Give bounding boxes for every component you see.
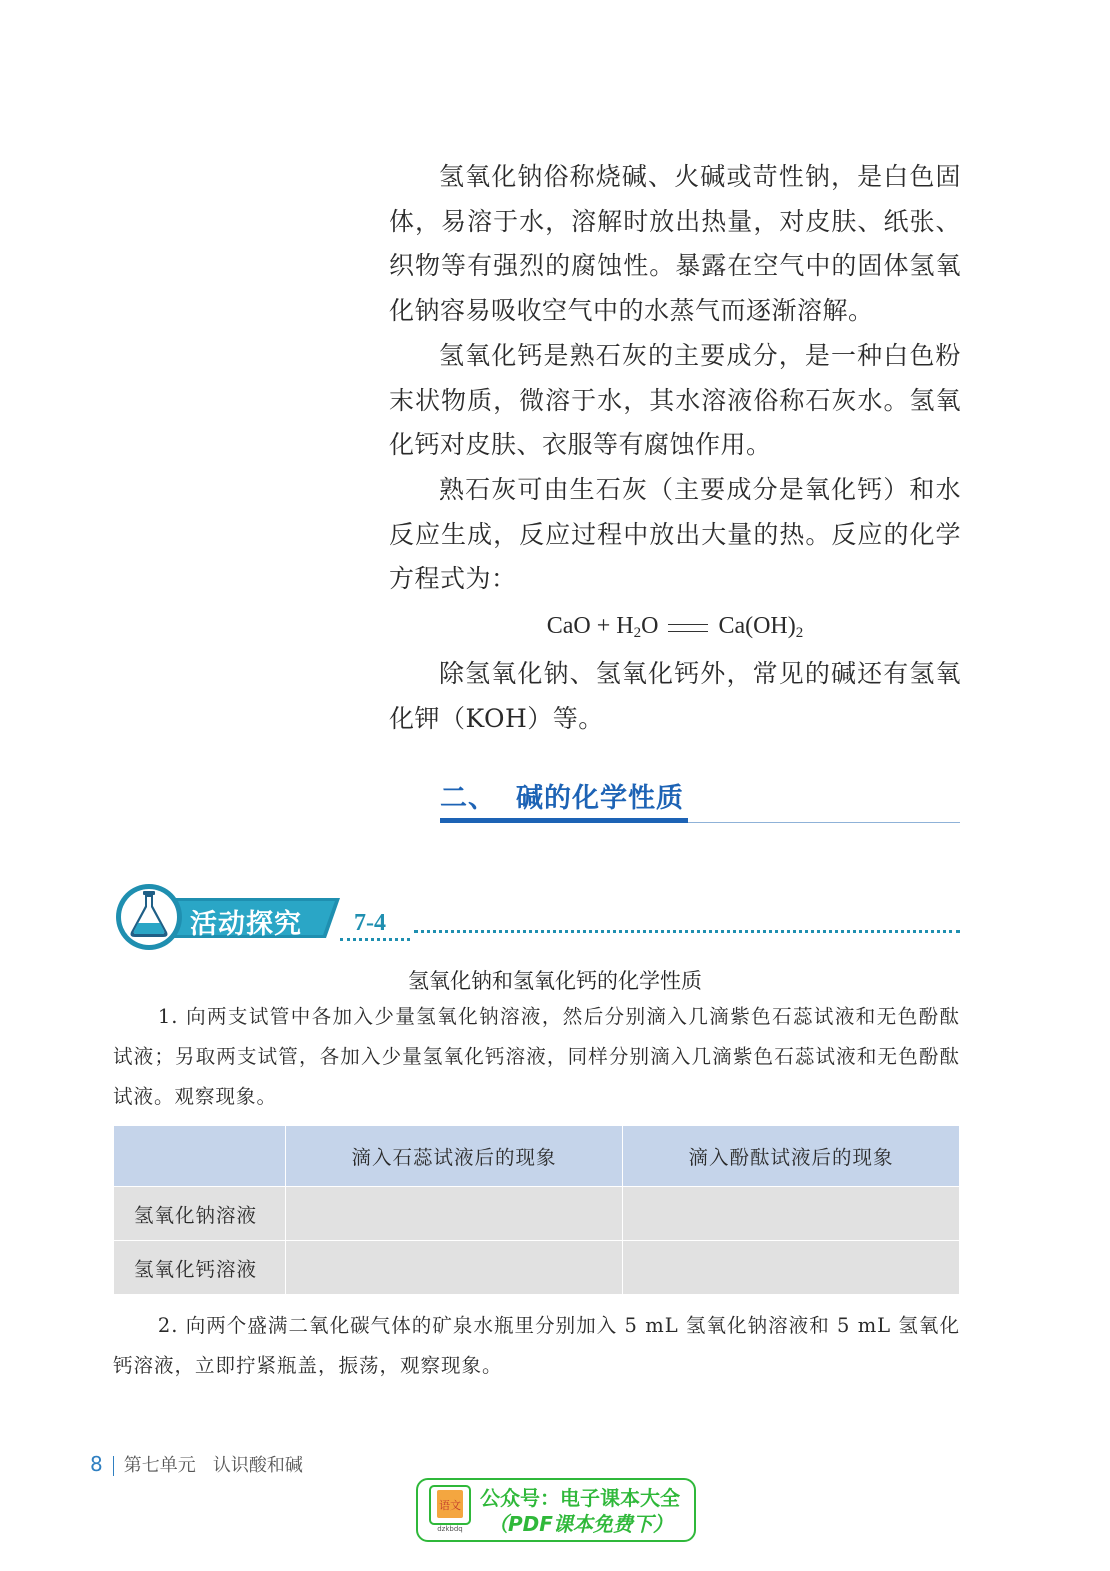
- table-header-cell: 滴入酚酞试液后的现象: [623, 1126, 960, 1187]
- equals-sign: [668, 624, 708, 632]
- equation-right-side: $Ca(OH)_2$: [718, 613, 804, 642]
- section-title: 碱的化学性质: [516, 783, 684, 814]
- table-cell: [623, 1241, 960, 1295]
- section-heading: [440, 776, 684, 815]
- row-label: 氢氧化钠溶液: [114, 1187, 286, 1241]
- table-header-cell: 滴入石蕊试液后的现象: [286, 1126, 623, 1187]
- paragraph-slaked-lime: 熟石灰可由生石灰（主要成分是氧化钙）和水反应生成，反应过程中放出大量的热。反应的化学方程式为：: [389, 474, 961, 594]
- activity-title: 氢氧化钠和氢氧化钙的化学性质: [408, 969, 702, 993]
- table-cell: [286, 1241, 623, 1295]
- page-footer: [90, 1451, 303, 1477]
- activity-step-2: 2. 向两个盛满二氧化碳气体的矿泉水瓶里分别加入 5 mL 氢氧化钠溶液和 5 mL 氢氧化钙溶液，立即拧紧瓶盖，振荡，观察现象。: [113, 1314, 960, 1377]
- unit-title: 认识酸和碱: [212, 1455, 303, 1476]
- heading-rule: [688, 822, 960, 823]
- paragraph-other-bases: 除氢氧化钠、氢氧化钙外，常见的碱还有氢氧化钾（KOH）等。: [389, 659, 961, 733]
- table-row: [114, 1241, 960, 1295]
- equation-left-side: CaO + $H_2O$: [546, 613, 659, 642]
- unit-number: 第七单元: [123, 1455, 196, 1476]
- activity-number: 7-4: [354, 910, 386, 936]
- table-header-cell: [114, 1126, 286, 1187]
- paragraph-calcium-hydroxide: 氢氧化钙是熟石灰的主要成分，是一种白色粉末状物质，微溶于水，其水溶液俗称石灰水。氢氧化钙对皮肤、衣服等有腐蚀作用。: [389, 340, 961, 460]
- svg-text:dzkbdq: dzkbdq: [437, 1525, 463, 1533]
- table-header-row: [114, 1126, 960, 1187]
- page-number: 8: [90, 1452, 103, 1476]
- svg-text:语文: 语文: [439, 1499, 461, 1512]
- row-label: 氢氧化钙溶液: [114, 1241, 286, 1295]
- dotted-underline: [340, 938, 410, 941]
- table-row: [114, 1187, 960, 1241]
- heading-underline: [440, 818, 688, 823]
- section-number: 二、: [440, 783, 496, 814]
- activity-badge-label: 活动探究: [190, 909, 302, 940]
- dotted-rule: [414, 930, 960, 933]
- observation-table: [113, 1125, 960, 1295]
- main-text-block: [389, 155, 961, 741]
- stamp-line-2: （PDF课本免费下）: [488, 1512, 673, 1536]
- table-cell: [286, 1187, 623, 1241]
- stamp-line-1: 公众号：电子课本大全: [480, 1486, 680, 1510]
- footer-divider: [113, 1456, 114, 1476]
- book-icon: [428, 1484, 472, 1534]
- chemical-equation: [389, 608, 961, 644]
- activity-step-1: 1. 向两支试管中各加入少量氢氧化钠溶液，然后分别滴入几滴紫色石蕊试液和无色酚酞试液；另取两支试管，各加入少量氢氧化钙溶液，同样分别滴入几滴紫色石蕊试液和无色酚酞试液。观察现象。: [113, 1005, 960, 1108]
- table-cell: [623, 1187, 960, 1241]
- paragraph-sodium-hydroxide: 氢氧化钠俗称烧碱、火碱或苛性钠，是白色固体，易溶于水，溶解时放出热量，对皮肤、纸张、织物等有强烈的腐蚀性。暴露在空气中的固体氢氧化钠容易吸收空气中的水蒸气而逐渐溶解。: [389, 162, 961, 326]
